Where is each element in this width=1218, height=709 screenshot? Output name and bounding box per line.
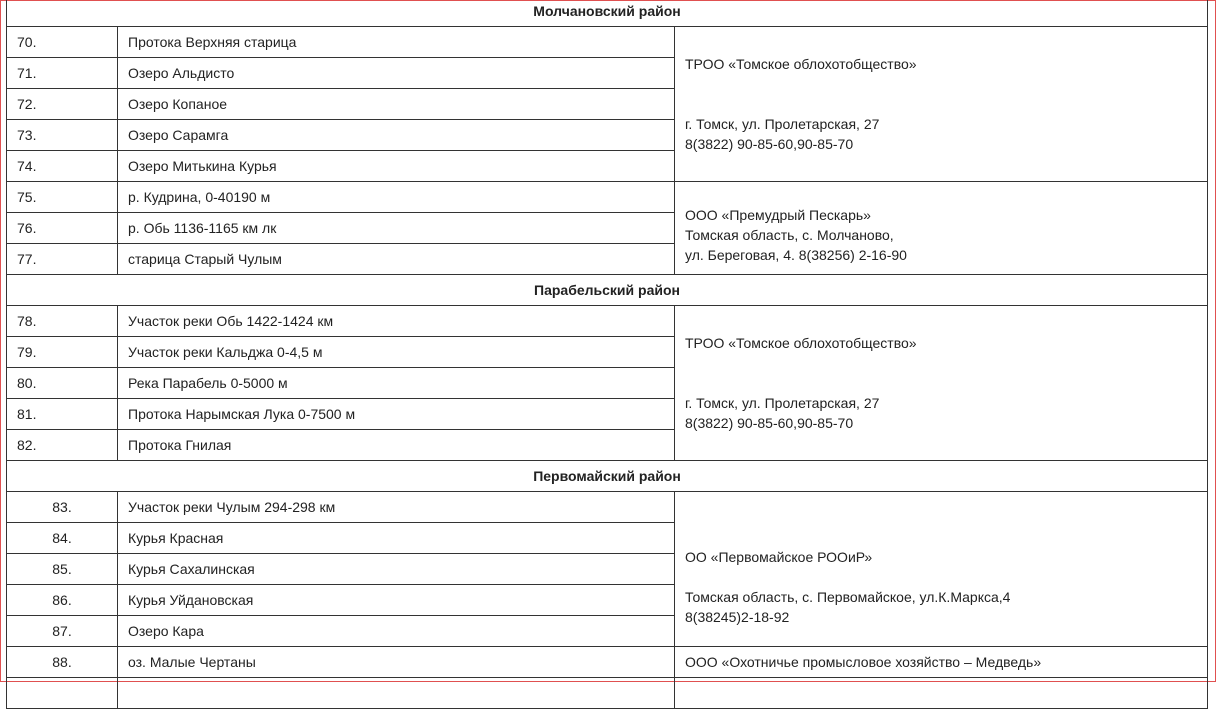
org-name: ТРОО «Томское облохотобщество» — [685, 56, 917, 72]
org-name: ООО «Премудрый Пескарь» — [685, 207, 871, 223]
water-body-name: Озеро Кара — [118, 616, 675, 647]
row-number: 86. — [7, 585, 118, 616]
water-body-name: оз. Малые Чертаны — [118, 647, 675, 678]
water-body-name: Курья Сахалинская — [118, 554, 675, 585]
row-number: 78. — [7, 306, 118, 337]
org-name: ООО «Охотничье промысловое хозяйство – Медведь» — [685, 654, 1042, 670]
organization-cell — [675, 182, 1208, 275]
org-name: ТРОО «Томское облохотобщество» — [685, 335, 917, 351]
section-header-row — [7, 461, 1208, 492]
row-number: 80. — [7, 368, 118, 399]
row-number: 88. — [7, 647, 118, 678]
row-number: 79. — [7, 337, 118, 368]
row-number: 74. — [7, 151, 118, 182]
org-address: г. Томск, ул. Пролетарская, 27 — [685, 395, 880, 411]
organization-cell — [675, 306, 1208, 461]
row-number: 81. — [7, 399, 118, 430]
row-number: 70. — [7, 27, 118, 58]
organization-cell — [675, 492, 1208, 647]
table-row — [7, 27, 1208, 58]
row-number: 82. — [7, 430, 118, 461]
water-body-name: Озеро Митькина Курья — [118, 151, 675, 182]
table-row — [7, 492, 1208, 523]
org-phone: 8(38245)2-18-92 — [685, 608, 790, 625]
water-body-name: Протока Нарымская Лука 0-7500 м — [118, 399, 675, 430]
water-body-name: Курья Уйдановская — [118, 585, 675, 616]
org-phone: 8(3822) 90-85-60,90-85-70 — [685, 415, 854, 431]
row-number: 83. — [7, 492, 118, 523]
row-number: 85. — [7, 554, 118, 585]
water-body-name: Протока Верхняя старица — [118, 27, 675, 58]
org-address: Томская область, с. Первомайское, ул.К.Маркса,4 — [685, 588, 1011, 605]
water-body-name: старица Старый Чулым — [118, 244, 675, 275]
org-name: ОО «Первомайское РООиР» — [685, 548, 873, 565]
row-number: 75. — [7, 182, 118, 213]
section-header-row — [7, 0, 1208, 27]
row-number: 72. — [7, 89, 118, 120]
water-body-name: р. Обь 1136-1165 км лк — [118, 213, 675, 244]
water-body-name: Озеро Сарамга — [118, 120, 675, 151]
row-number: 77. — [7, 244, 118, 275]
fishing-areas-table — [6, 0, 1208, 709]
row-number: 76. — [7, 213, 118, 244]
row-number: 71. — [7, 58, 118, 89]
table-row — [7, 306, 1208, 337]
water-body-name: Озеро Альдисто — [118, 58, 675, 89]
water-body-name: Протока Гнилая — [118, 430, 675, 461]
section-header-row — [7, 275, 1208, 306]
org-address-phone: ул. Береговая, 4. 8(38256) 2-16-90 — [685, 247, 907, 263]
row-number: 73. — [7, 120, 118, 151]
water-body-name: Курья Красная — [118, 523, 675, 554]
organization-cell — [675, 27, 1208, 182]
row-number: 84. — [7, 523, 118, 554]
water-body-name: Озеро Копаное — [118, 89, 675, 120]
section-title: Первомайский район — [7, 461, 1208, 492]
water-body-name: Участок реки Кальджа 0-4,5 м — [118, 337, 675, 368]
section-title: Парабельский район — [7, 275, 1208, 306]
organization-cell — [675, 647, 1208, 678]
water-body-name: Участок реки Обь 1422-1424 км — [118, 306, 675, 337]
org-address: г. Томск, ул. Пролетарская, 27 — [685, 116, 880, 132]
org-phone: 8(3822) 90-85-60,90-85-70 — [685, 136, 854, 152]
water-body-name: р. Кудрина, 0-40190 м — [118, 182, 675, 213]
org-address: Томская область, с. Молчаново, — [685, 227, 894, 243]
table-row — [7, 182, 1208, 213]
section-title: Молчановский район — [7, 0, 1208, 27]
row-number: 87. — [7, 616, 118, 647]
water-body-name: Участок реки Чулым 294-298 км — [118, 492, 675, 523]
table-row — [7, 647, 1208, 678]
table-row-partial — [7, 678, 1208, 709]
water-body-name: Река Парабель 0-5000 м — [118, 368, 675, 399]
